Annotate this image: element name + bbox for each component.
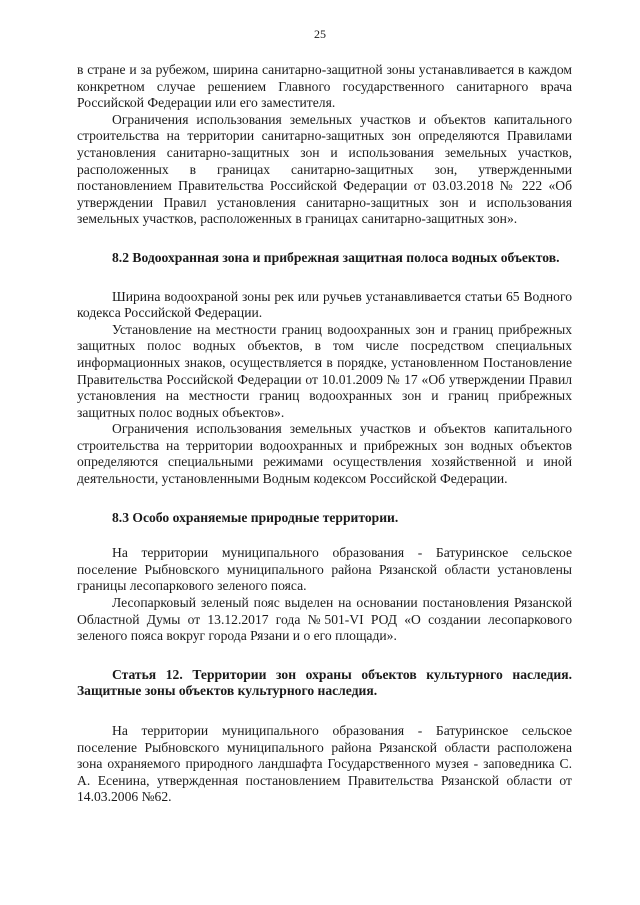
paragraph-water-zone-boundaries: Установление на местности границ водоохранных зон и границ прибрежных защитных полос водных объектов, в том числе посредством специальных информационных знаков, осуществляется в порядке, установленном Постановление Правительства Российской Федерации от 10.01.2009 № 17 «Об утверждении Правил установления на местности границ водоохранных зон и границ прибрежных защитных полос водных объектов».	[77, 321, 572, 420]
paragraph-green-belt-basis: Лесопарковый зеленый пояс выделен на основании постановления Рязанской Областной Думы от 13.12.2017 года №501-VI РОД «О создании лесопаркового зеленого пояса вокруг города Рязани и о его площади».	[77, 595, 572, 644]
paragraph-sanitary-zone-width: в стране и за рубежом, ширина санитарно-защитной зоны устанавливается в каждом конкретном случае решением Главного государственного санитарного врача Российской Федерации или его заместителя.	[77, 62, 572, 111]
page-number: 25	[314, 27, 326, 41]
paragraph-water-zone-restrictions: Ограничения использования земельных участков и объектов капитального строительства на территории водоохранных и прибрежных зон водных объектов определяются специальными режимами осуществления хозяйственной и иной деятельности, установленными Водным кодексом Российской Федерации.	[77, 421, 572, 487]
paragraph-protected-landscape: На территории муниципального образования - Батуринское сельское поселение Рыбновского муниципального района Рязанской области расположена зона охраняемого природного ландшафта Государственного музея - заповедника С. А. Есенина, утвержденная постановлением Правительства Рязанской области от 14.03.2006 №62.	[77, 723, 572, 805]
heading-section-8-3: 8.3 Особо охраняемые природные территории.	[112, 509, 399, 525]
paragraph-water-zone-width: Ширина водоохраной зоны рек или ручьев устанавливается статьи 65 Водного кодекса Российской Федерации.	[77, 288, 572, 321]
paragraph-sanitary-zone-restrictions: Ограничения использования земельных участков и объектов капитального строительства на территории санитарно-защитных зон определяются Правилами установления санитарно-защитных зон и использования земельных участков, расположенных в границах санитарно-защитных зон, утвержденными постановлением Правительства Российской Федерации от 03.03.2018 № 222 «Об утверждении Правил установления санитарно-защитных зон и использования земельных участков, расположенных в границах санитарно-защитных зон».	[77, 111, 572, 227]
page-content	[77, 62, 572, 806]
paragraph-green-belt-boundaries: На территории муниципального образования - Батуринское сельское поселение Рыбновского муниципального района Рязанской области установлены границы лесопаркового зеленого пояса.	[77, 545, 572, 594]
heading-article-12: Статья 12. Территории зон охраны объектов культурного наследия. Защитные зоны объектов культурного наследия.	[77, 666, 572, 699]
heading-section-8-2: 8.2 Водоохранная зона и прибрежная защитная полоса водных объектов.	[112, 249, 560, 265]
